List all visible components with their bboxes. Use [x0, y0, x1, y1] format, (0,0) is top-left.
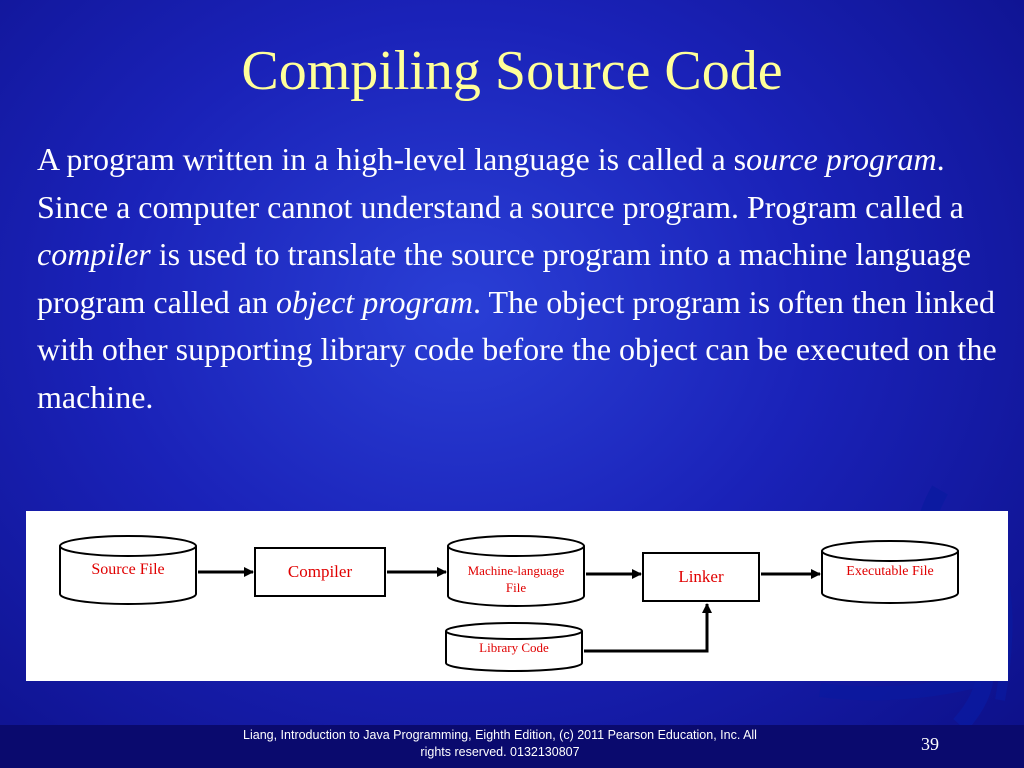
library-code-label: Library Code: [479, 640, 549, 655]
compilation-diagram: [26, 511, 1008, 681]
machine-language-file-label: [448, 562, 584, 596]
paragraph-segment: . The object program is often then linked with other supporting library code before the object can be executed on the machine.: [37, 283, 997, 415]
paragraph-italic-segment: compiler: [37, 236, 151, 272]
paragraph-segment: is used to translate the source program into a machine language program called an: [37, 236, 971, 320]
paragraph-segment: A program written in a high-level language is called a s: [37, 141, 747, 177]
footer-copyright: [200, 727, 800, 761]
arrow-library-to-linker: [584, 604, 707, 651]
machine-language-file-label-line1: Machine-language: [467, 563, 565, 578]
page-number: 39: [921, 734, 939, 754]
paragraph-italic-segment: ource program: [746, 141, 937, 177]
machine-language-file-label-line2: File: [505, 580, 527, 595]
compiler-label: Compiler: [287, 562, 353, 581]
paragraph-italic-segment: object program: [276, 283, 474, 320]
footer-line-1: Liang, Introduction to Java Programming, Eighth Edition, (c) 2011 Pearson Education, Inc. All: [243, 728, 757, 742]
slide-title: Compiling Source Code: [241, 40, 783, 102]
source-file-label: Source File: [91, 561, 165, 578]
paragraph-segment: . Since a computer cannot understand a source program. Program called a: [37, 141, 964, 225]
body-paragraph: [37, 136, 997, 421]
linker-label: Linker: [678, 567, 724, 586]
executable-file-label: Executable File: [846, 564, 934, 579]
footer-line-2: rights reserved. 0132130807: [420, 745, 580, 759]
